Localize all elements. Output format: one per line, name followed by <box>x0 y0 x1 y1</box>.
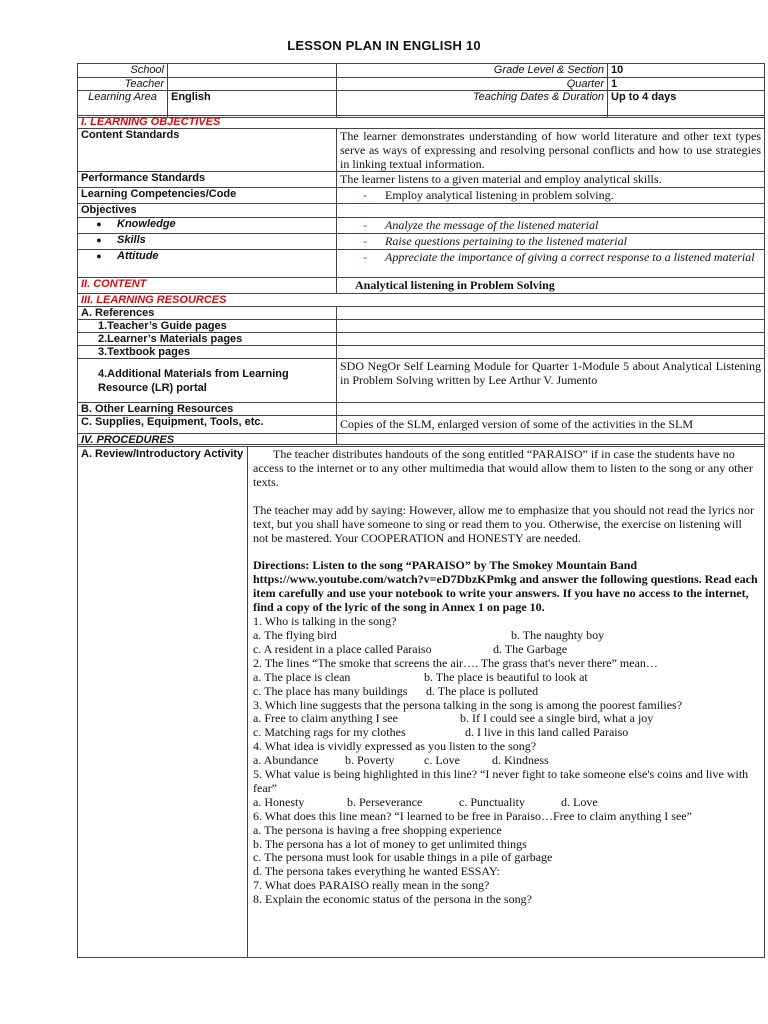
option-2c: c. The place has many buildings <box>253 683 408 698</box>
option-3d: d. I live in this land called Paraiso <box>465 725 629 740</box>
objective-dash: - <box>363 234 367 248</box>
objectives-label: Objectives <box>78 204 337 218</box>
dates-label: Teaching Dates & Duration <box>337 91 608 118</box>
section-learning-objectives: I. LEARNING OBJECTIVES <box>78 116 765 129</box>
option-2a: a. The place is clean <box>253 669 351 684</box>
bullet-icon: ● <box>96 235 102 245</box>
option-3b: b. If I could see a single bird, what a joy <box>460 711 654 726</box>
option-6d: d. The persona takes everything he wanted ESSAY: <box>253 864 500 879</box>
supplies-label: C. Supplies, Equipment, Tools, etc. <box>78 416 337 445</box>
header-table <box>77 63 765 118</box>
competencies-label: Learning Competencies/Code <box>78 188 337 204</box>
question-6: 6. What does this line mean? “I learned to be free in Paraiso…Free to claim anything I see” <box>253 808 692 823</box>
review-activity-content <box>248 447 765 958</box>
learners-materials-value <box>337 333 765 346</box>
school-label: School <box>78 64 168 78</box>
quarter-value: 1 <box>608 78 765 91</box>
content-standards-label: Content Standards <box>78 129 337 172</box>
option-4a: a. Abundance <box>253 753 319 768</box>
other-resources-value <box>337 403 765 416</box>
option-2b: b. The place is beautiful to look at <box>424 669 588 684</box>
quarter-label: Quarter <box>337 78 608 91</box>
knowledge-value: Analyze the message of the listened material <box>385 218 599 232</box>
option-5a: a. Honesty <box>253 794 305 809</box>
attitude-label: Attitude <box>117 250 159 262</box>
question-2: 2. The lines “The smoke that screens the air…. The grass that's never there” mean… <box>253 655 658 670</box>
grade-label: Grade Level & Section <box>337 64 608 78</box>
option-1a: a. The flying bird <box>253 627 337 642</box>
section-content-label: II. CONTENT <box>78 278 337 294</box>
teacher-label: Teacher <box>78 78 168 91</box>
teacher-note-paragraph: The teacher may add by saying: However, allow me to emphasize that you should not read the lyrics nor text, but you shall have someone to sing or read them to you. Otherwise, the exercise on listening will not be mastered. Your COOPERATION and HONESTY are needed. <box>253 502 755 545</box>
question-8: 8. Explain the economic status of the persona in the song? <box>253 892 532 907</box>
references-blank <box>337 307 765 320</box>
performance-standards-value: The learner listens to a given material and employ analytical skills. <box>337 172 765 188</box>
objectives-blank <box>337 204 765 218</box>
review-activity-text: A. Review/Introductory Activity <box>81 448 244 460</box>
learning-area-value: English <box>168 91 337 118</box>
intro-paragraph: The teacher distributes handouts of the song entitled “PARAISO” if in case the students have no access to the internet or to any other multimedia that would allow them to listen to the song or any other texts. <box>253 447 753 489</box>
option-2d: d. The place is polluted <box>426 683 539 698</box>
document-title: LESSON PLAN IN ENGLISH 10 <box>287 38 481 53</box>
skills-value: Raise questions pertaining to the listened material <box>385 234 627 248</box>
competencies-value: Employ analytical listening in problem solving. <box>385 188 614 202</box>
option-4c: c. Love <box>424 753 460 768</box>
question-7: 7. What does PARAISO really mean in the song? <box>253 878 490 893</box>
skills-label: Skills <box>117 234 146 246</box>
option-3c: c. Matching rags for my clothes <box>253 725 406 740</box>
option-4b: b. Poverty <box>345 753 395 768</box>
objective-dash: - <box>363 250 367 264</box>
textbook-pages-label: 3.Textbook pages <box>78 346 337 359</box>
option-3a: a. Free to claim anything I see <box>253 711 398 726</box>
option-5d: d. Love <box>561 794 598 809</box>
objective-dash: - <box>363 218 367 232</box>
option-6c: c. The persona must look for usable things in a pile of garbage <box>253 850 553 865</box>
references-label: A. References <box>78 307 337 320</box>
school-value <box>168 64 337 78</box>
teacher-value <box>168 78 337 91</box>
option-5c: c. Punctuality <box>459 794 525 809</box>
option-6b: b. The persona has a lot of money to get unlimited things <box>253 836 527 851</box>
grade-value: 10 <box>608 64 765 78</box>
section-learning-resources: III. LEARNING RESOURCES <box>78 294 765 307</box>
knowledge-label: Knowledge <box>117 218 176 230</box>
bullet-icon: ● <box>96 251 102 261</box>
teachers-guide-label: 1.Teacher’s Guide pages <box>78 320 337 333</box>
question-1: 1. Who is talking in the song? <box>253 614 397 629</box>
review-activity-label <box>78 447 248 958</box>
lesson-table <box>77 115 765 445</box>
content-standards-value: The learner demonstrates understanding of how world literature and other text types serve as ways of expressing and resolving personal conflicts and how to use strategies in linking textual information. <box>337 129 765 172</box>
option-1d: d. The Garbage <box>493 641 568 656</box>
textbook-pages-value <box>337 346 765 359</box>
question-4: 4. What idea is vividly expressed as you listen to the song? <box>253 739 537 754</box>
option-5b: b. Perseverance <box>347 794 423 809</box>
other-resources-label: B. Other Learning Resources <box>78 403 337 416</box>
learning-area-label: Learning Area <box>78 91 168 118</box>
performance-standards-label: Performance Standards <box>78 172 337 188</box>
option-6a: a. The persona is having a free shopping experience <box>253 822 502 837</box>
competency-dash: - <box>363 188 367 202</box>
option-4d: d. Kindness <box>492 753 549 768</box>
procedures-table <box>77 433 765 958</box>
option-1c: c. A resident in a place called Paraiso <box>253 641 432 656</box>
attitude-value: Appreciate the importance of giving a correct response to a listened material <box>385 250 755 264</box>
supplies-value: Copies of the SLM, enlarged version of some of the activities in the SLM <box>337 416 765 445</box>
option-1b: b. The naughty boy <box>511 627 605 642</box>
learners-materials-label: 2.Learner’s Materials pages <box>78 333 337 346</box>
lr-portal-label: 4.Additional Materials from Learning Resource (LR) portal <box>78 359 337 403</box>
question-3: 3. Which line suggests that the persona talking in the song is among the poorest families? <box>253 697 683 712</box>
question-5: 5. What value is being highlighted in this line? “I never fight to take someone else's coins and live with fear” <box>253 767 749 795</box>
lr-portal-value: SDO NegOr Self Learning Module for Quarter 1-Module 5 about Analytical Listening in Problem Solving written by Lee Arthur V. Jumento <box>337 359 765 403</box>
section-content-value: Analytical listening in Problem Solving <box>337 278 765 294</box>
bullet-icon: ● <box>96 219 102 229</box>
teachers-guide-value <box>337 320 765 333</box>
directions-paragraph: Directions: Listen to the song “PARAISO” by The Smokey Mountain Band https://www.youtube.com/watch?v=eD7DbzKPmkg and answer the following questions. Read each item carefully and use your notebook to write your answers. If you have no access to the internet, find a copy of the lyric of the song in Annex 1 on page 10. <box>253 558 758 615</box>
section-procedures: IV. PROCEDURES <box>78 434 765 447</box>
dates-value: Up to 4 days <box>608 91 765 118</box>
